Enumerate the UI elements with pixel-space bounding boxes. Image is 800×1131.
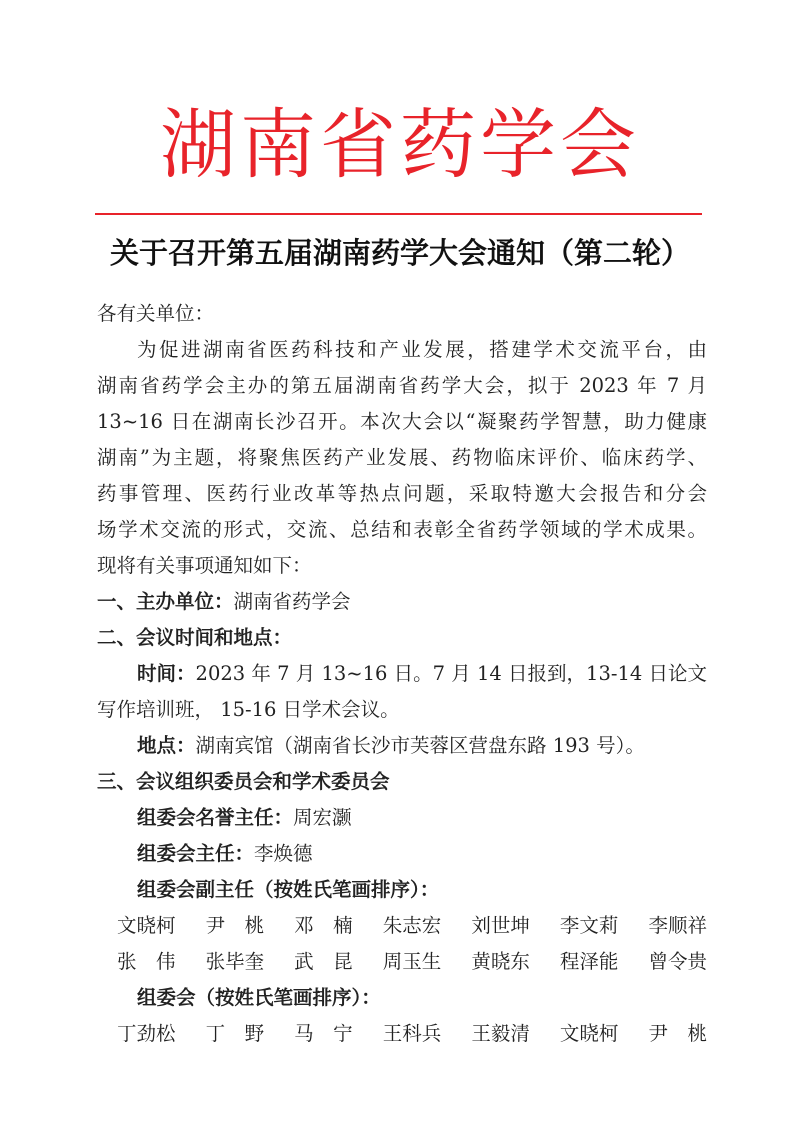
person-name: 丁劲松 — [117, 1022, 176, 1045]
section-1-heading: 一、主办单位： — [97, 590, 234, 613]
vice-directors-row-1 — [117, 908, 707, 944]
place-label: 地点： — [137, 734, 196, 757]
document-body — [97, 296, 707, 1052]
person-name: 李顺祥 — [648, 914, 707, 937]
person-name: 周玉生 — [382, 950, 442, 973]
vice-directors-label: 组委会副主任（按姓氏笔画排序）： — [137, 878, 440, 901]
time-text: 2023 年 7 月 13~16 日。7 月 14 日报到，13-14 日论文 — [195, 662, 707, 685]
red-divider — [95, 213, 702, 215]
organization-title: 湖南省药学会 — [160, 100, 640, 189]
section-1 — [97, 584, 707, 620]
person-name: 尹 桃 — [205, 914, 265, 937]
intro-line: 湖南省药学会主办的第五届湖南省药学大会，拟于 2023 年 7 月 — [97, 374, 707, 397]
person-name: 朱志宏 — [382, 914, 442, 937]
section-3-heading: 三、会议组织委员会和学术委员会 — [97, 770, 390, 793]
person-name: 黄晓东 — [471, 950, 530, 973]
director-label: 组委会主任： — [137, 842, 255, 865]
director-name: 李焕德 — [254, 842, 313, 865]
person-name: 刘世坤 — [471, 914, 530, 937]
committee-director — [97, 836, 707, 872]
meeting-place — [97, 728, 707, 764]
person-name: 丁 野 — [205, 1022, 265, 1045]
person-name: 马 宁 — [294, 1022, 353, 1045]
person-name: 李文莉 — [559, 914, 619, 937]
intro-line: 为促进湖南省医药科技和产业发展，搭建学术交流平台，由 — [137, 338, 707, 361]
person-name: 文晓柯 — [559, 1022, 619, 1045]
vice-directors-row-2 — [117, 944, 707, 980]
committee-row-1 — [117, 1016, 707, 1052]
intro-line: 药事管理、医药行业改革等热点问题，采取特邀大会报告和分会 — [97, 482, 707, 505]
document-title: 关于召开第五届湖南药学大会通知（第二轮） — [109, 236, 690, 270]
person-name: 文晓柯 — [117, 914, 176, 937]
meeting-time-cont: 写作培训班， 15-16 日学术会议。 — [97, 698, 400, 721]
person-name: 王毅清 — [471, 1022, 530, 1045]
honorary-director — [97, 800, 707, 836]
person-name: 尹 桃 — [648, 1022, 707, 1045]
person-name: 武 昆 — [294, 950, 353, 973]
intro-line: 场学术交流的形式，交流、总结和表彰全省药学领域的学术成果。 — [97, 518, 707, 541]
intro-line: 13~16 日在湖南长沙召开。本次大会以“凝聚药学智慧，助力健康 — [97, 410, 707, 433]
person-name: 程泽能 — [559, 950, 619, 973]
person-name: 张 伟 — [117, 950, 176, 973]
person-name: 张毕奎 — [205, 950, 265, 973]
intro-line: 湖南”为主题，将聚焦医药产业发展、药物临床评价、临床药学、 — [97, 446, 707, 469]
salutation: 各有关单位： — [97, 302, 215, 325]
committee-label: 组委会（按姓氏笔画排序）： — [137, 986, 381, 1009]
place-text: 湖南宾馆（湖南省长沙市芙蓉区营盘东路 193 号）。 — [195, 734, 645, 757]
person-name: 邓 楠 — [294, 914, 353, 937]
meeting-time — [97, 656, 707, 692]
intro-line: 现将有关事项通知如下： — [97, 554, 312, 577]
honorary-name: 周宏灏 — [293, 806, 352, 829]
person-name: 曾令贵 — [648, 950, 707, 973]
section-2-heading: 二、会议时间和地点： — [97, 626, 293, 649]
time-label: 时间： — [137, 662, 196, 685]
honorary-label: 组委会名誉主任： — [137, 806, 294, 829]
section-1-text: 湖南省药学会 — [233, 590, 351, 613]
person-name: 王科兵 — [382, 1022, 442, 1045]
